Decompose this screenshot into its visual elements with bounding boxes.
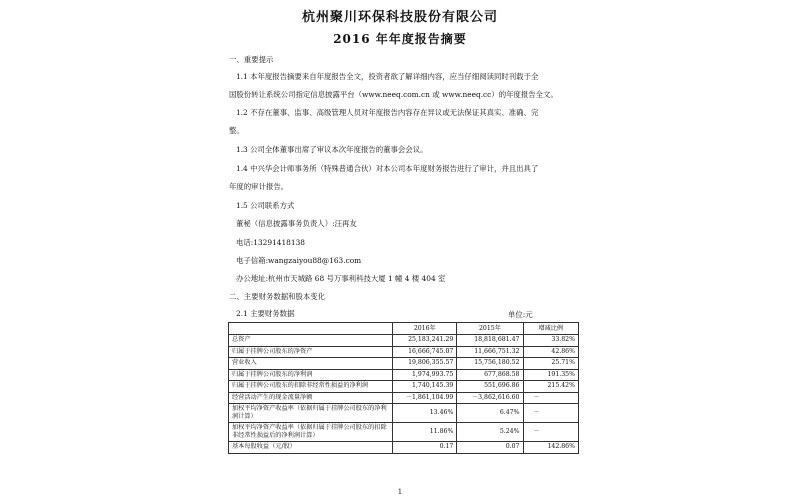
table-header-row: [229, 323, 579, 335]
table-row-label: 基本每股收益（元/股）: [229, 442, 393, 454]
currency-unit-label: 单位:元: [508, 310, 533, 319]
table-cell: 13.46%: [393, 404, 457, 423]
table-cell: 19,806,355.57: [393, 358, 457, 370]
table-header-cell: 增减比例: [523, 323, 579, 335]
note-1-1-line-2: 国股份转让系统公司指定信息披露平台（www.neeq.com.cn 或 www.neeq.cc）的年度报告全文。: [229, 90, 558, 99]
contact-phone: 电话:13291418138: [236, 238, 305, 247]
table-cell: －1,861,104.99: [393, 392, 457, 404]
table-row: [229, 335, 579, 347]
company-name: 杭州聚川环保科技股份有限公司: [301, 10, 498, 25]
table-header-cell: 2016年: [393, 323, 457, 335]
table-cell: －3,862,616.60: [457, 392, 523, 404]
table-cell: 142.86%: [523, 442, 579, 454]
table-cell: 11.86%: [393, 423, 457, 442]
table-cell: 0.17: [393, 442, 457, 454]
table-row: [229, 369, 579, 381]
table-row-label: 归属于挂牌公司股东的扣除非经常性损益的净利润: [229, 381, 393, 393]
section-heading-important-notes: 一、重要提示: [229, 55, 274, 64]
contact-email: 电子信箱:wangzaiyou88@163.com: [236, 256, 362, 265]
table-cell: 1,974,993.75: [393, 369, 457, 381]
table-cell: 11,666,751.32: [457, 346, 523, 358]
table-row: [229, 381, 579, 393]
table-row: [229, 346, 579, 358]
table-cell: 1,740,145.39: [393, 381, 457, 393]
table-row-label: 归属于挂牌公司股东的净利润: [229, 369, 393, 381]
table-cell: 18,818,681.47: [457, 335, 523, 347]
table-header-cell: 2015年: [457, 323, 523, 335]
table-cell: －: [523, 392, 579, 404]
table-cell: 551,696.86: [457, 381, 523, 393]
table-row-label: 经营活动产生的现金流量净额: [229, 392, 393, 404]
contact-address: 办公地址:杭州市天城路 68 号万事利科技大厦 1 幢 4 楼 404 室: [236, 274, 446, 283]
table-cell: －: [523, 423, 579, 442]
note-1-2-line-2: 整。: [229, 126, 244, 135]
note-1-2-line-1: 1.2 不存在董事、监事、高级管理人员对年度报告内容存在异议或无法保证其真实、准确、完: [236, 108, 539, 117]
table-row-label: 加权平均净资产收益率（依据归属于挂牌公司股东的净利润计算）: [229, 404, 393, 423]
table-cell: 5.24%: [457, 423, 523, 442]
subsection-main-financial-data: 2.1 主要财务数据: [236, 309, 295, 318]
note-1-4-line-1: 1.4 中兴华会计师事务所（特殊普通合伙）对本公司本年度财务报告进行了审计，并且出具了: [236, 164, 539, 173]
table-cell: 0.07: [457, 442, 523, 454]
table-cell: 33.82%: [523, 335, 579, 347]
page-number: 1: [397, 488, 403, 496]
table-cell: 215.42%: [523, 381, 579, 393]
table-row: [229, 442, 579, 454]
table-cell: 191.35%: [523, 369, 579, 381]
note-1-4-line-2: 年度的审计报告。: [229, 182, 289, 191]
financial-data-table: [228, 322, 579, 454]
table-row: [229, 392, 579, 404]
note-1-1-line-1: 1.1 本年度报告摘要来自年度报告全文，投资者欲了解详细内容，应当仔细阅读同时刊载于全: [236, 72, 539, 81]
table-cell: 25,183,241.29: [393, 335, 457, 347]
table-cell: 42.86%: [523, 346, 579, 358]
table-header-cell: [229, 323, 393, 335]
table-cell: 6.47%: [457, 404, 523, 423]
table-row: [229, 404, 579, 423]
table-cell: 25.71%: [523, 358, 579, 370]
table-row: [229, 423, 579, 442]
table-row-label: 加权平均净资产收益率（依据归属于挂牌公司股东的扣除非经常性损益后的净利润计算）: [229, 423, 393, 442]
table-row-label: 营业收入: [229, 358, 393, 370]
table-row-label: 总资产: [229, 335, 393, 347]
table-cell: 677,868.58: [457, 369, 523, 381]
report-title: 2016 年年度报告摘要: [333, 32, 467, 46]
table-row: [229, 358, 579, 370]
note-1-3: 1.3 公司全体董事出席了审议本次年度报告的董事会会议。: [236, 145, 428, 154]
table-cell: 15,756,180.52: [457, 358, 523, 370]
contact-secretary: 董秘（信息披露事务负责人）:汪再友: [236, 219, 357, 228]
section-heading-financial-data: 二、主要财务数据和股本变化: [229, 292, 326, 301]
table-row-label: 归属于挂牌公司股东的净资产: [229, 346, 393, 358]
table-cell: －: [523, 404, 579, 423]
table-cell: 16,666,745.07: [393, 346, 457, 358]
note-1-5-heading: 1.5 公司联系方式: [236, 201, 295, 210]
